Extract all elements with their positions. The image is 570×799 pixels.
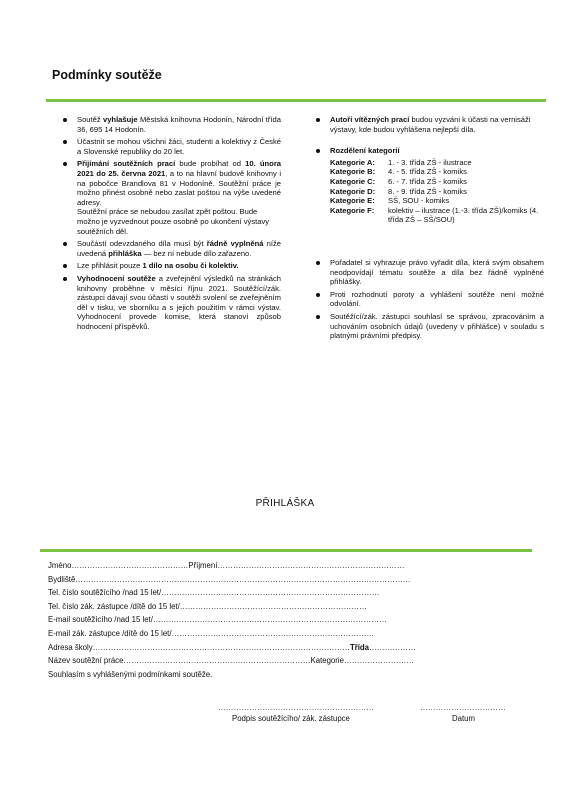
page-title: Podmínky soutěže (52, 68, 162, 82)
application-form (48, 559, 538, 681)
form-consent: Souhlasím s vyhlášenými podmínkami soutěže. (48, 669, 213, 679)
bullet-icon (316, 149, 320, 153)
bullet-icon (63, 264, 67, 268)
category-row: Kategorie F: kolektiv – ilustrace (1.-3. třída ZŠ)/komiks (4. třída ZŠ – SŠ/SOU) (330, 205, 539, 225)
form-field-work-title[interactable]: Název soutěžní práce………………………………………………………………Kategorie……………………… (48, 656, 415, 666)
category-row: Kategorie B: 4. - 5. třída ZŠ - komiks (330, 167, 467, 177)
category-row: Kategorie C: 6. - 7. třída ZŠ - komiks (330, 176, 467, 186)
green-divider-top (46, 99, 546, 102)
list-item: Součástí odevzdaného díla musí být řádně vyplněná níže uvedená přihláška — bez ní nebude dílo zařazeno. (63, 239, 281, 258)
bullet-icon (63, 118, 67, 122)
form-field-phone[interactable]: Tel. číslo soutěžícího /nad 15 let/………………………………………………………………………… (48, 588, 380, 598)
list-item: Pořadatel si vyhrazuje právo vyřadit díla, která svým obsahem neodpovídají tématu soutěže a díla bez řádně vyplněné přihlášky. (316, 258, 544, 287)
list-item-winners: Autoři vítězných prací budou vyzváni k účasti na vernisáži výstavy, kde budou vyhlášena nejlepší díla. (316, 115, 544, 134)
category-row: Kategorie D: 8. - 9. třída ZŠ - komiks (330, 186, 467, 196)
list-item: Přijímání soutěžních prací bude probíhat od 10. února 2021 do 25. června 2021, a to na hlavní budově knihovny i na pobočce Brandlova 81 v Hodoníně. Soutěžní práce je možno přinést osobně nebo zaslat poštou na výše uvedené adresy. Soutěžní práce se nebudou zasílat zpět poštou. Bude možno je vyzvednout pouze osobně po ukončení výstavy soutěžních děl. (63, 159, 281, 236)
list-item: Vyhodnocení soutěže a zveřejnění výsledků na stránkách knihovny proběhne v měsíci říjnu 2021. Soutěžící/zák. zástupci dávají svou účastí v soutěži svolení se zveřejněním děl v tisku, ve sborníku a s jejich použitím v rámci výstav. Vyhodnocení provede komise, která stanoví způsob hodnocení příspěvků. (63, 274, 281, 332)
bullet-icon (63, 277, 67, 281)
conditions-left-column (63, 115, 281, 334)
form-field-email[interactable]: E-mail soutěžícího /nad 15 let/……………………………………………………………………………… (48, 615, 387, 625)
bullet-icon (316, 261, 320, 265)
list-item: Účastnit se mohou všichni žáci, studenti a kolektivy z České a Slovenské republiky do 20 let. (63, 137, 281, 156)
date-label: Datum (452, 714, 475, 723)
form-field-guardian-email[interactable]: E-mail zák. zástupce /dítě do 15 let/…………………………………………………………………… (48, 628, 375, 638)
bullet-icon (63, 162, 67, 166)
bullet-icon (316, 118, 320, 122)
list-item: Proti rozhodnutí poroty a vyhlášení soutěže není možné odvolání. (316, 290, 544, 309)
bullet-icon (316, 293, 320, 297)
form-field-name[interactable]: Jméno………………………………………Příjmení……………………………………………………………… (48, 561, 405, 570)
list-item-categories: Rozdělení kategorií Kategorie A: 1. - 3. třída ZŠ - ilustrace Kategorie B: 4. - 5. třída ZŠ - komiks Kategorie C: 6. - 7. třída ZŠ - komiks Kategorie D: 8. - 9. třída ZŠ - komiks Kategorie E: SŠ, SOU - komiks Kategorie F: kolektiv – ilustrace (1.-3. třída ZŠ)/komiks (4. třída ZŠ – SŠ/SOU) (316, 146, 544, 225)
conditions-right-column (316, 115, 544, 344)
form-field-guardian-phone[interactable]: Tel. číslo zák. zástupce /dítě do 15 let/……………………………………………………………… (48, 601, 367, 611)
green-divider-form (40, 549, 532, 552)
form-field-school[interactable]: Adresa školy………………………………………………………………………………………Třída……………… (48, 642, 416, 652)
bullet-icon (63, 242, 67, 246)
bullet-icon (63, 140, 67, 144)
category-row: Kategorie E: SŠ, SOU - komiks (330, 196, 450, 206)
category-row: Kategorie A: 1. - 3. třída ZŠ - ilustrace (330, 157, 472, 167)
list-item: Soutěžící/zák. zástupci souhlasí se správou, zpracováním a uchováním osobních údajů (uvedeny v přihlášce) v souladu s platnými právními předpisy. (316, 312, 544, 341)
signature-line[interactable]: …………………………………………………… (218, 703, 374, 712)
date-line[interactable]: …………………………… (420, 703, 506, 712)
list-item: Lze přihlásit pouze 1 dílo na osobu či kolektiv. (63, 261, 281, 271)
category-table (330, 158, 544, 225)
signature-label: Podpis soutěžícího/ zák. zástupce (232, 714, 350, 723)
list-item: Soutěž vyhlašuje Městská knihovna Hodonín, Národní třída 36, 695 14 Hodonín. (63, 115, 281, 134)
form-field-address[interactable]: Bydliště………………………………………………………………………………………………………………… (48, 574, 411, 584)
bullet-icon (316, 315, 320, 319)
form-title: PŘIHLÁŠKA (255, 498, 315, 509)
